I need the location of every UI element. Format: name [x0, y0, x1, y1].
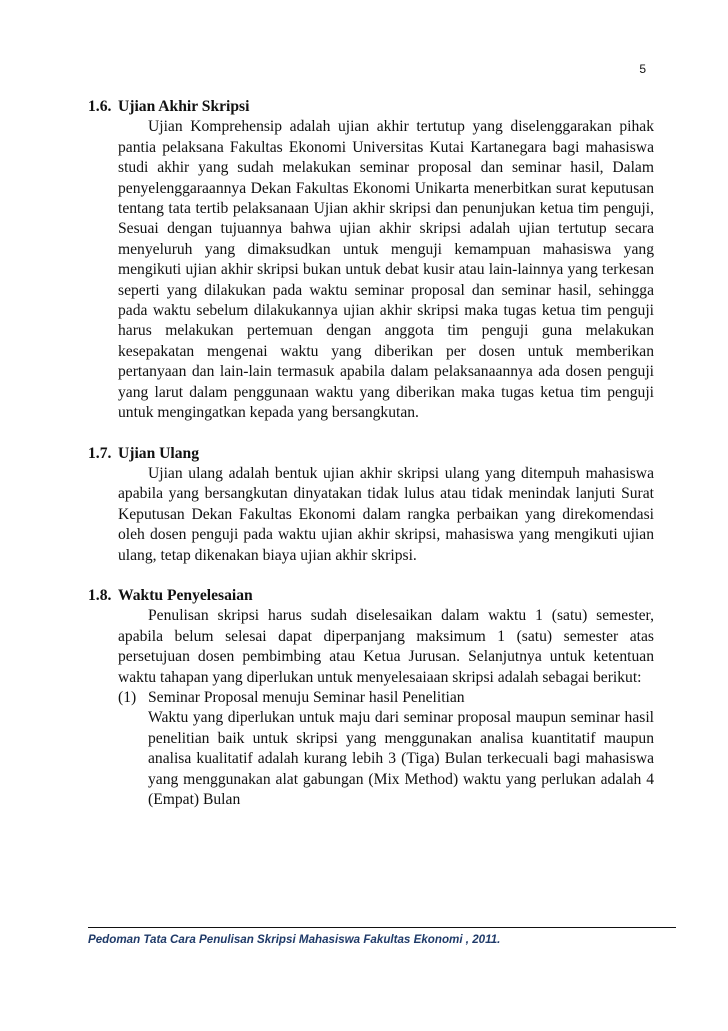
- numbered-list: [88, 688, 654, 810]
- page-number: 5: [639, 62, 646, 76]
- list-item-title: Seminar Proposal menuju Seminar hasil Penelitian: [148, 688, 465, 706]
- page-content: [88, 97, 654, 830]
- section-waktu-penyelesaian: [88, 586, 654, 810]
- footer-text: Pedoman Tata Cara Penulisan Skripsi Mahasiswa Fakultas Ekonomi , 2011.: [88, 933, 501, 946]
- section-heading: [88, 97, 654, 117]
- list-item-text: Waktu yang diperlukan untuk maju dari seminar proposal maupun seminar hasil penelitian baik untuk skripsi yang menggunakan analisa kuantitatif maupun analisa kualitatif adalah kurang lebih 3 (Tiga) Bulan terkecuali bagi mahasiswa yang menggunakan alat gabungan (Mix Method) waktu yang perlukan adalah 4 (Empat) Bulan: [148, 709, 654, 808]
- section-ujian-akhir-skripsi: [88, 97, 654, 424]
- section-title: Waktu Penyelesaian: [118, 586, 253, 604]
- section-heading: [88, 444, 654, 464]
- list-item-number: (1): [118, 688, 137, 706]
- footer-divider: [88, 927, 676, 928]
- list-item: [118, 688, 654, 810]
- section-number: 1.7.: [88, 444, 112, 462]
- list-item-body: [148, 688, 654, 810]
- section-title: Ujian Ulang: [118, 444, 200, 462]
- section-number: 1.6.: [88, 98, 112, 115]
- section-number: 1.8.: [88, 586, 112, 604]
- section-ujian-ulang: [88, 444, 654, 566]
- section-paragraph: Penulisan skripsi harus sudah diselesaikan dalam waktu 1 (satu) semester, apabila belum selesai dapat diperpanjang maksimum 1 (satu) semester atas persetujuan dosen pembimbing atau Ketua Jurusan. Selanjutnya untuk ketentuan waktu tahapan yang diperlukan untuk menyelesaiaan skripsi adalah sebagai berikut:: [118, 607, 654, 686]
- section-paragraph: Ujian Komprehensip adalah ujian akhir tertutup yang diselenggarakan pihak pantia pelaksana Fakultas Ekonomi Universitas Kutai Kartanegara bagi mahasiswa studi akhir yang sudah melakukan seminar proposal dan seminar hasil, Dalam penyelenggaraannya Dekan Fakultas Ekonomi Unikarta menerbitkan surat keputusan tentang tata tertib pelaksanaan Ujian akhir skripsi dan penunjukan ketua tim penguji, Sesuai dengan tujuannya bahwa ujian akhir skripsi adalah ujian tertutup secara menyeluruh yang dimaksudkan untuk menguji kemampuan mahasiswa yang mengikuti ujian akhir skripsi bukan untuk debat kusir atau lain-lainnya yang terkesan seperti yang dilakukan pada waktu seminar proposal dan seminar hasil, sehingga pada waktu sebelum dilakukannya ujian akhir skripsi maka tugas ketua tim penguji harus melakukan pertemuan dengan anggota tim penguji guna melakukan kesepakatan mengenai waktu yang diberikan per dosen untuk memberikan pertanyaan dan lain-lain termasuk apabila dalam pelaksanaannya ada dosen penguji yang larut dalam penggunaan waktu yang diberikan maka tugas ketua tim penguji untuk mengingatkan kepada yang bersangkutan.: [118, 118, 654, 422]
- section-title: Ujian Akhir Skripsi: [118, 98, 250, 115]
- section-paragraph: Ujian ulang adalah bentuk ujian akhir skripsi ulang yang ditempuh mahasiswa apabila yang bersangkutan dinyatakan tidak lulus atau tidak menindak lanjuti Surat Keputusan Dekan Fakultas Ekonomi dalam rangka perbaikan yang direkomendasi oleh dosen penguji pada waktu ujian akhir skripsi, mahasiswa yang mengikuti ujian ulang, tetap dikenakan biaya ujian akhir skripsi.: [118, 464, 654, 564]
- section-heading: [88, 586, 654, 606]
